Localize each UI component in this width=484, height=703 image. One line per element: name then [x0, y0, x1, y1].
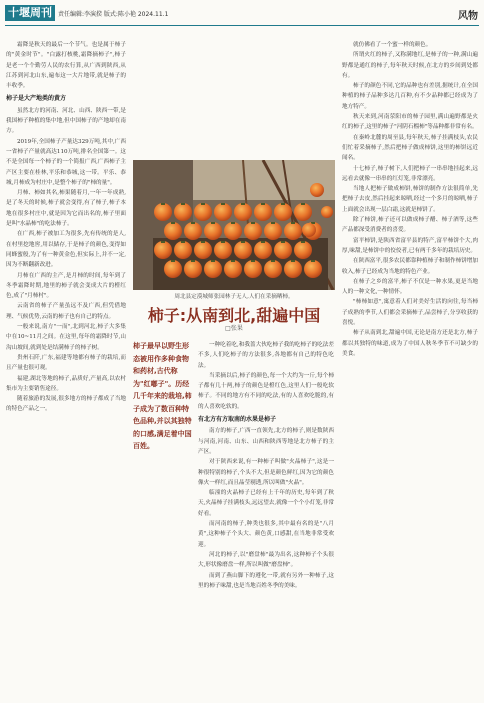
persimmon-fruit: [204, 260, 222, 278]
article-column-left: [6, 40, 126, 696]
paragraph: 云南省的柿子产量虽远不及广西,但凭借地理、气候优势,云南的柿子也有自己的特点。: [6, 303, 126, 320]
paragraph: 南方的柿子,广西一直领先,北方的柿子,则是数陕西与河南,河南、山东、山西和陕西等地是北方柿子的主产区。: [198, 428, 334, 455]
paragraph: 霜降是秋天的最后一个节气。也是属于柿子的"黄金时节"。"白露打核桃,霜降摘柿子",柿子是老一个个勤劳人民的农行算,从广西到陕西,从江苏到河北山东,遍布这一大片地带,就是柿子的丰收季。: [6, 42, 126, 90]
persimmon-stem: [261, 241, 265, 243]
paragraph: 在柿子之乡的富平,柿子不仅是一种水果,更是当地人的一种文化,一种情怀。: [342, 278, 478, 296]
paragraph: 贵州石阡,广东,福建等地都有柿子的栽培,而且产量也很可观。: [6, 354, 126, 372]
paragraph: 而到了燕山脚下的遵化一带,就有另外一种柿子,这里的柿子味甜,也是当地百姓冬季的美味。: [198, 572, 334, 589]
paragraph: 秋天来到,河南荥阳市的柿子园里,满山遍野都是火红的柿子,这里的柿子"河阴石榴柿"等品种都非常有名。: [342, 114, 478, 131]
persimmon-stem: [251, 260, 255, 262]
persimmon-fruit: [274, 241, 292, 259]
paragraph: 柿子的颜色不同,它的品种也有差别,据统计,在全国种植的柿子品种多达几百种,有不少品种都已经成为了地方特产。: [342, 83, 478, 110]
persimmon-fruit: [234, 203, 252, 221]
persimmon-fruit: [294, 203, 312, 221]
persimmon-fruit: [214, 241, 232, 259]
subheading: 柿子是大产地类的黄方: [6, 95, 67, 103]
persimmon-stem: [291, 222, 295, 224]
persimmon-stem: [231, 222, 235, 224]
article-title: 柿子:从南到北,甜遍中国: [147, 306, 321, 325]
persimmon-stem: [161, 203, 165, 205]
persimmon-stem: [191, 222, 195, 224]
persimmon-stem: [291, 260, 295, 262]
editor-credits: 责任编辑:李演揆 版式:陈小艳 2024.11.1: [58, 11, 169, 18]
persimmon-fruit: [254, 241, 272, 259]
persimmon-stem: [241, 203, 245, 205]
persimmon-stem: [261, 203, 265, 205]
persimmon-fruit: [204, 222, 222, 240]
paragraph: 富平柿饼,是陕西省富平县的特产,富平柿饼个大,肉厚,味甜,是柿饼中的佼佼者,已有两千多年的栽培历史。: [342, 237, 478, 254]
persimmon-stem: [171, 260, 175, 262]
persimmon-stem: [271, 222, 275, 224]
persimmon-fruit: [154, 241, 172, 259]
persimmon-fruit: [264, 222, 282, 240]
persimmon-fruit: [184, 222, 202, 240]
paragraph: 除了柿饼,柿子还可以做成柿子醋、柿子酒等,这些产品都深受消费者的喜爱。: [342, 217, 478, 234]
persimmon-fruit: [154, 203, 172, 221]
article-byline: □张果: [225, 325, 243, 332]
persimmon-stem: [281, 241, 285, 243]
paragraph: 十七柿子,柿子树下,人们把柿子一串串地挂起来,远远看去就像一串串的红灯笼,非常漂亮。: [342, 165, 478, 182]
section-name: 风物: [458, 11, 478, 22]
persimmon-fruit: [304, 260, 322, 278]
article-column-middle: [198, 340, 334, 696]
page-header: [0, 0, 484, 28]
paragraph: 福建,湖北等地的柿子,品质好,产量高,以农村集市为主要销售途径。: [6, 375, 126, 392]
paragraph: 河北的柿子,以"磨盘柿"最为出名,这种柿子个头很大,形状像磨盘一样,所以叫做"磨盘柿"。: [198, 551, 334, 569]
persimmon-stem: [211, 260, 215, 262]
persimmon-stem: [241, 241, 245, 243]
persimmon-fruit: [214, 203, 232, 221]
persimmon-fruit: [284, 260, 302, 278]
persimmon-stem: [181, 241, 185, 243]
paragraph: 2019年,全国柿子产量达329万吨,其中,广西一省柿子产量就高达110万吨,排名全国第一。这不是全国每一个柿子的一个简报广西,广西柿子主产区主要在桂林,平乐和恭城,这一带。平乐、恭城,月柿成为村庄中,是整个柿子的"柿的量"。: [6, 138, 126, 186]
paragraph: 在陕西富平,很多农民都靠种植柿子和制作柿饼增加收入,柿子已经成为当地的特色产业。: [342, 258, 478, 275]
persimmon-photo: [133, 160, 335, 290]
paragraph: 柿子从南到北,甜遍中国,无论是南方还是北方,柿子都以其独特的味道,成为了中国人秋冬季节不可缺少的美食。: [342, 330, 478, 357]
paragraph: 临潼的火晶柿子已经有上千年的历史,每年到了秋天,火晶柿子挂满枝头,远远望去,就像一个个小灯笼,非常好看。: [198, 490, 334, 517]
header-rule: [5, 25, 479, 26]
persimmon-fruit: [234, 241, 252, 259]
persimmon-stem: [201, 203, 205, 205]
persimmon-fruit: [224, 260, 242, 278]
persimmon-fruit: [244, 260, 262, 278]
persimmon-fruit: [284, 222, 302, 240]
persimmon-stem: [271, 260, 275, 262]
paragraph: 而河南的柿子,种类也很多,其中最有名的是"八月黄",这种柿子个头大、颜色黄,口感甜,在当地非常受欢迎。: [198, 521, 334, 548]
persimmon-stem: [221, 203, 225, 205]
persimmon-fruit: [194, 203, 212, 221]
persimmon-fruit: [294, 241, 312, 259]
paragraph: 虽然北方的河南、河北、山西、陕西一带,是我国柿子种植的集中地,但中国柿子的产地却在南方。: [6, 107, 126, 135]
paragraph: 随着旅游的发展,很多地方的柿子都成了当地的特色产品之一。: [6, 396, 126, 413]
persimmon-fruit: [184, 260, 202, 278]
persimmon-fruit: [174, 241, 192, 259]
persimmon-fruit: [174, 203, 192, 221]
pull-quote: 柿子最早以野生形态被用作多种食物和药材,古代称为"红嘟子"。历经几千年来的栽培,柿子成为了数百种特色品种,并以其独特的口感,满足着中国百姓。: [133, 342, 192, 450]
persimmon-fruit: [274, 203, 292, 221]
persimmon-stem: [211, 222, 215, 224]
paragraph: 在广西,柿子被加工为很多,先有传统的是人,在村里挖地窖,用以储存,于是柿子的颜色,变得如同蜂蜜般,为了有一种黄金色,但实际上,并不一定,因为不断翻新改进。: [6, 231, 126, 269]
persimmon-fruit: [264, 260, 282, 278]
persimmon-stem: [311, 260, 315, 262]
paragraph: 就仿佛看了一个蜜一样的颜色。: [353, 42, 432, 48]
paragraph: 一种吃着吃,和我蔷大伙吃柿子我的吃柿子的吃法差不多,人们吃柿子的方法很多,各地都有自己的特色吃法。: [198, 342, 334, 369]
magazine-logo: 十堰周刊: [5, 5, 55, 21]
persimmon-stem: [161, 241, 165, 243]
persimmon-stem: [281, 203, 285, 205]
paragraph: 当地人把柿子做成柿饼,柿饼的制作方法很简单,先把柿子去皮,然后挂起来晾晒,经过一个多月的晾晒,柿子上面就会出现一层白霜,这就是柿饼了。: [342, 186, 478, 213]
subheading: 有北方有方取南的水果是柿子: [198, 416, 277, 424]
persimmon-stem: [171, 222, 175, 224]
persimmon-stem: [221, 241, 225, 243]
paragraph: 月柿、柿如其名,柿果随着月,一年一年成熟,是了冬天的时候,柿子就会变得,有了柿子,柿子本地在很多村庄中,就是因为它而出名的,柿子里面是叫"水晶柿"的吃法柿子。: [6, 190, 126, 228]
paragraph: 一般来说,南方"一而",北到河北,柿子大多集中在10~11月之间。在这里,每年的霜降时节,山沟山坡间,就到处是结满柿子的柿子树。: [6, 324, 126, 351]
persimmon-fruit: [244, 222, 262, 240]
photo-caption: 周北县定漠城师张园林子无人,人们在采摘晒柿。: [174, 294, 294, 300]
paragraph: 月柿在广西的主产,是月柿的时间,每年到了冬季霜降时期,地里的柿子就会变成大片的橙红色,成了"月柿村"。: [6, 272, 126, 300]
persimmon-fruit: [254, 203, 272, 221]
paragraph: 当采摘以后,柿子的颜色,每一个大约为一斤,每个柿子都有几十两,柿子的颜色是橙红色,这里人们一般吃软柿子。不同的地方有不同的吃法,有的人喜欢吃脆的,有的人喜欢吃软的。: [198, 372, 334, 410]
article-column-right: [342, 40, 478, 696]
paragraph: 在秦岭北麓的周至县,每年秋天,柿子挂满枝头,农民们忙着采摘柿子,然后把柿子做成柿饼,这里的柿饼远近闻名。: [342, 134, 478, 162]
persimmon-stem: [301, 203, 305, 205]
persimmon-fruit: [194, 241, 212, 259]
persimmon-fruit: [164, 222, 182, 240]
persimmon-stem: [191, 260, 195, 262]
paragraph: "柿柿如意",寓意着人们对美好生活的向往,每当柿子成熟的季节,人们都会采摘柿子,品尝柿子,分享收获的喜悦。: [342, 299, 478, 327]
paragraph: 对于陕西来说,有一种柿子叫做"火晶柿子",这是一种很特别的柿子,个头不大,但是颜色鲜红,因为它的颜色像火一样红,而且晶莹剔透,所以叫做"火晶"。: [198, 459, 334, 486]
persimmon-stem: [301, 241, 305, 243]
persimmon-stem: [251, 222, 255, 224]
persimmon-stem: [181, 203, 185, 205]
persimmon-stem: [231, 260, 235, 262]
paragraph: 所谓火红的柿子,又称满地红,是柿子的一种,满山遍野都是通红的柿子,每年秋天时候,在北方的乡间到处都有。: [342, 52, 478, 79]
persimmon-stem: [201, 241, 205, 243]
persimmon-fruit: [164, 260, 182, 278]
persimmon-fruit: [224, 222, 242, 240]
